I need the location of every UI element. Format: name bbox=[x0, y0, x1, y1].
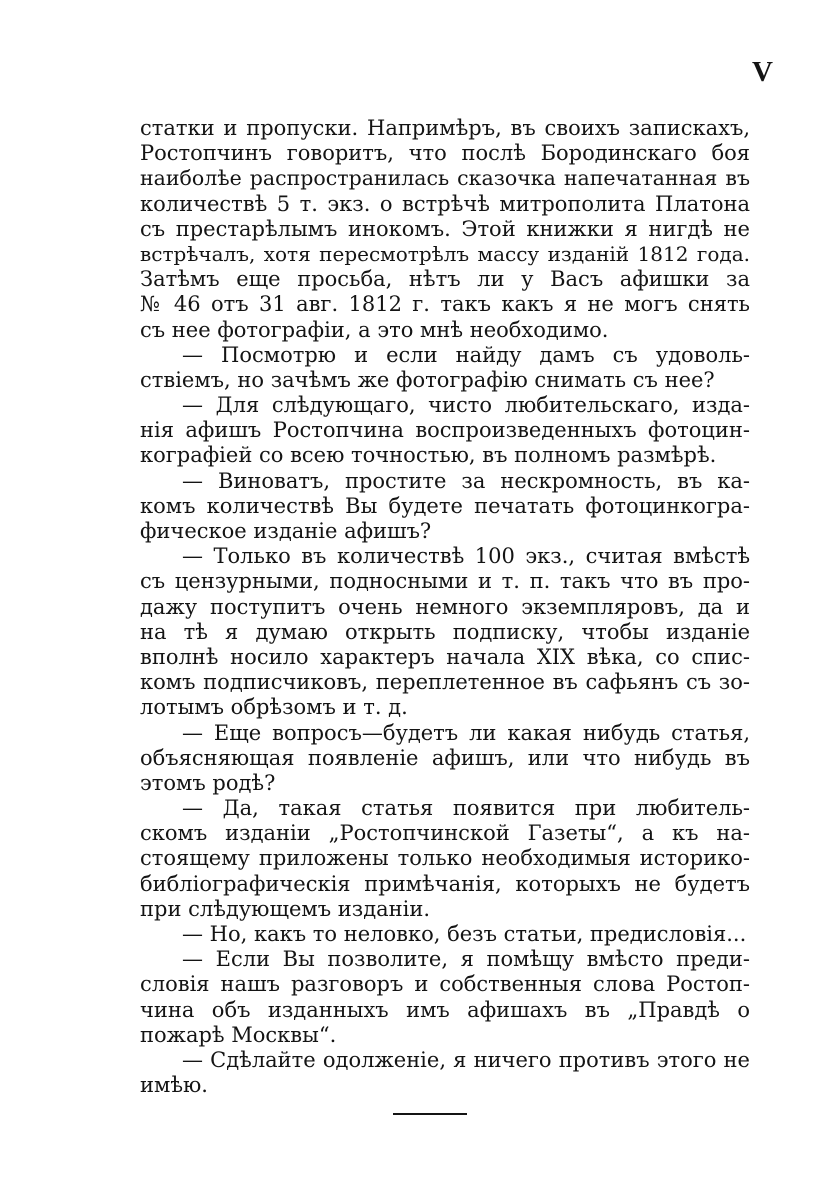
text-line: дажу поступитъ очень немного экземпляровъ, да и bbox=[140, 594, 750, 619]
text-line: чина объ изданныхъ имъ афишахъ въ „Правдѣ о bbox=[140, 997, 750, 1022]
text-line: нія афишъ Ростопчина воспроизведенныхъ фотоцин- bbox=[140, 418, 750, 443]
text-line: съ нее фотографіи, а это мнѣ необходимо. bbox=[140, 317, 609, 342]
text-line: объясняющая появленіе афишъ, или что нибудь въ bbox=[140, 745, 750, 770]
text-line: — Только въ количествѣ 100 экз., считая вмѣстѣ bbox=[182, 544, 750, 569]
text-line: — Еще вопросъ—будетъ ли какая нибудь статья, bbox=[182, 720, 750, 745]
text-line: при слѣдующемъ изданіи. bbox=[140, 896, 431, 921]
text-line: библіографическія примѣчанія, которыхъ не будетъ bbox=[140, 871, 750, 896]
text-line: съ престарѣлымъ инокомъ. Этой книжки я нигдѣ не bbox=[140, 216, 750, 241]
text-line: № 46 отъ 31 авг. 1812 г. такъ какъ я не могъ снять bbox=[140, 292, 750, 317]
text-line: вполнѣ носило характеръ начала XIX вѣка, со спис- bbox=[140, 644, 750, 669]
text-line: — Виноватъ, простите за нескромность, въ ка- bbox=[182, 468, 750, 493]
text-line: лотымъ обрѣзомъ и т. д. bbox=[140, 695, 408, 720]
text-line: количествѣ 5 т. экз. о встрѣчѣ митрополита Платона bbox=[140, 191, 750, 216]
text-line: съ цензурными, подносными и т. п. такъ что въ про- bbox=[140, 569, 750, 594]
text-line: имѣю. bbox=[140, 1073, 208, 1098]
text-line: Затѣмъ еще просьба, нѣтъ ли у Васъ афишки за bbox=[140, 267, 750, 292]
text-line: кографіей со всею точностью, въ полномъ размѣрѣ. bbox=[140, 443, 717, 468]
page-number: V bbox=[752, 56, 773, 88]
text-line: — Если Вы позволите, я помѣщу вмѣсто преди- bbox=[182, 947, 750, 972]
text-line: ствіемъ, но зачѣмъ же фотографію снимать съ нее? bbox=[140, 367, 715, 392]
text-line: на тѣ я думаю открыть подписку, чтобы изданіе bbox=[140, 619, 750, 644]
text-line: — Посмотрю и если найду дамъ съ удоволь- bbox=[182, 342, 750, 367]
text-line: скомъ изданіи „Ростопчинской Газеты“, а къ на- bbox=[140, 821, 750, 846]
text-line: комъ подписчиковъ, переплетенное въ сафьянъ съ зо- bbox=[140, 670, 750, 695]
text-line: фическое изданіе афишъ? bbox=[140, 519, 432, 543]
text-line: Ростопчинъ говоритъ, что послѣ Бородинскаго боя bbox=[140, 141, 750, 166]
text-line: — Сдѣлайте одолженіе, я ничего противъ этого не bbox=[182, 1047, 750, 1072]
text-line: комъ количествѣ Вы будете печатать фотоцинкогра- bbox=[140, 493, 750, 518]
text-line: наиболѣе распространилась сказочка напечатанная въ bbox=[140, 166, 750, 191]
text-line: пожарѣ Москвы“. bbox=[140, 1022, 337, 1047]
text-line: встрѣчалъ, хотя пересмотрѣлъ массу изданій 1812 года. bbox=[140, 241, 750, 266]
text-line: статки и пропуски. Напримѣръ, въ своихъ запискахъ, bbox=[140, 116, 750, 140]
end-divider bbox=[393, 1113, 467, 1115]
text-line: стоящему приложены только необходимыя историко- bbox=[140, 846, 750, 871]
text-line: — Да, такая статья появится при любитель- bbox=[182, 796, 750, 821]
text-line: словія нашъ разговоръ и собственныя слова Ростоп- bbox=[140, 972, 750, 997]
text-line: этомъ родѣ? bbox=[140, 770, 276, 795]
body-text bbox=[140, 116, 750, 1098]
text-line: — Но, какъ то неловко, безъ статьи, предисловія... bbox=[182, 922, 747, 946]
text-line: — Для слѣдующаго, чисто любительскаго, изда- bbox=[182, 393, 750, 418]
